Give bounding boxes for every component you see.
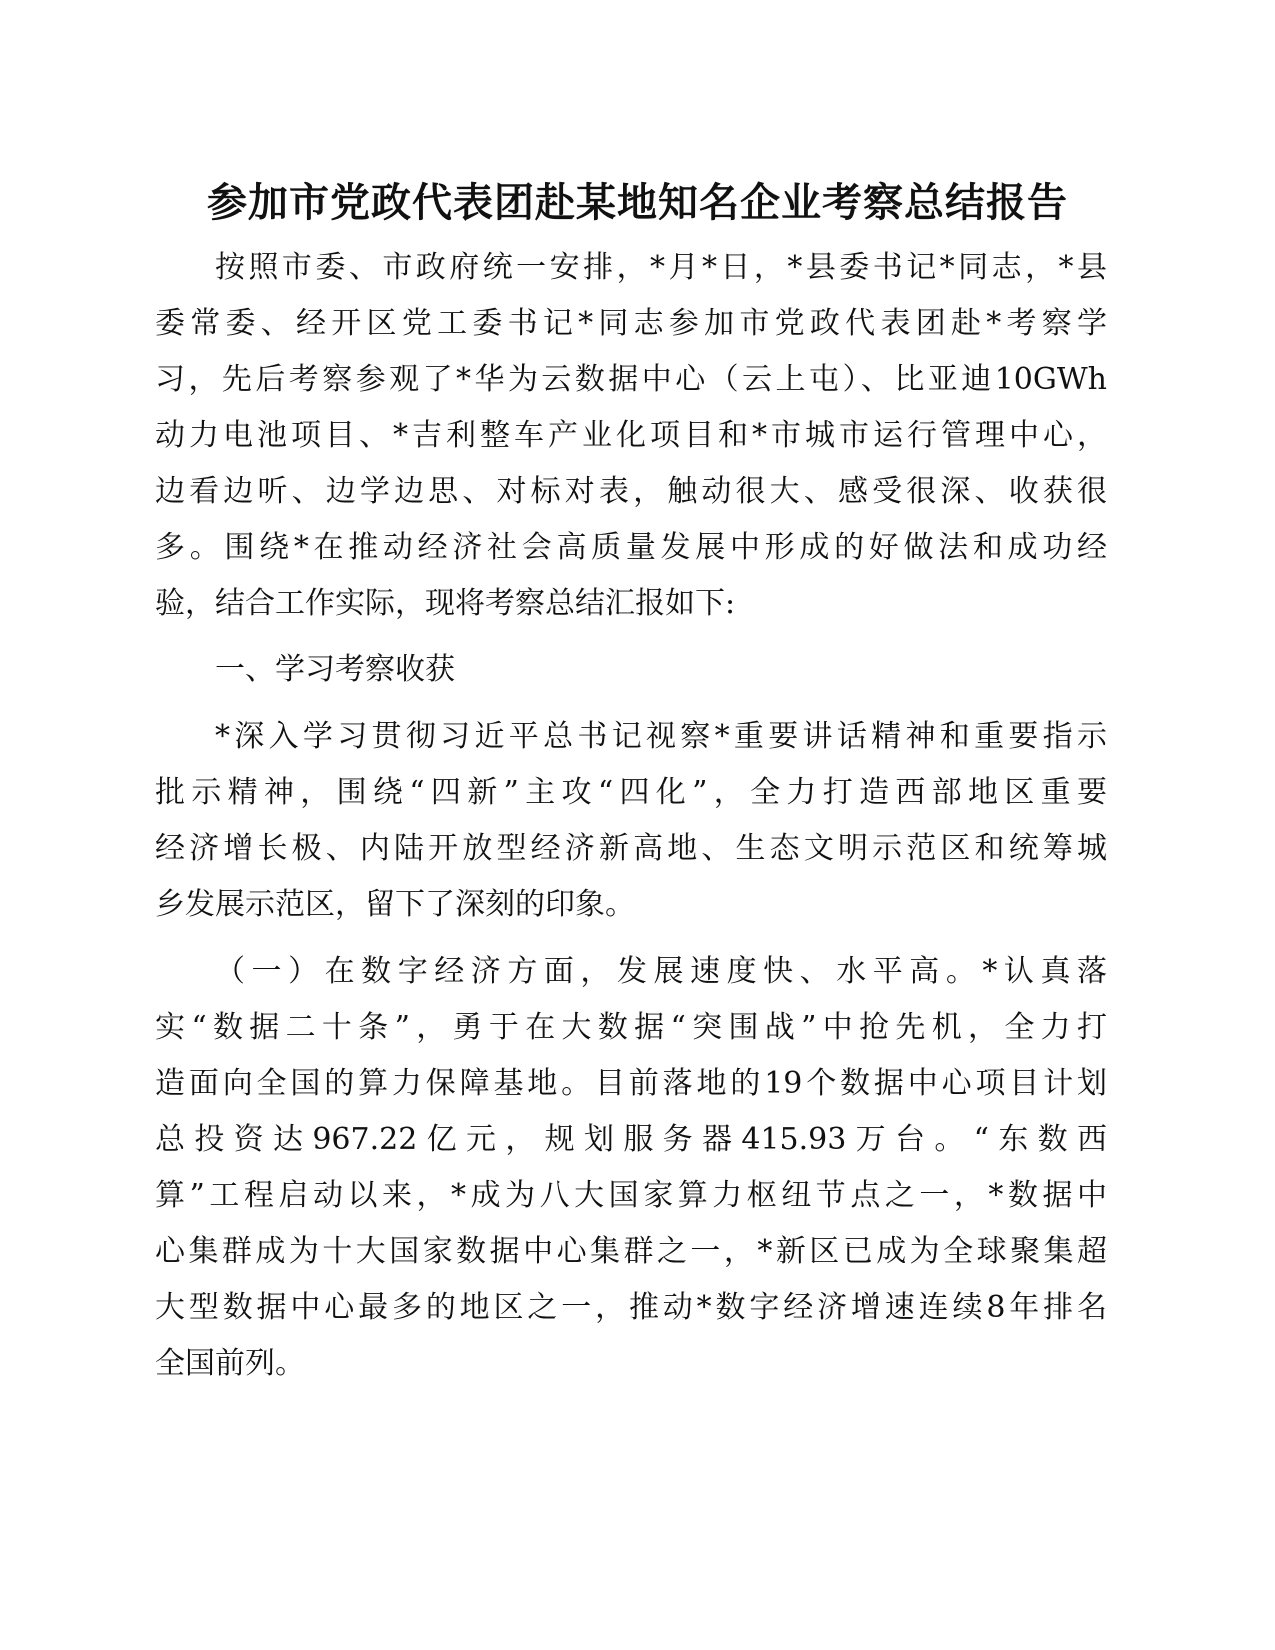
section-heading: 一、学习考察收获 <box>215 652 455 687</box>
paragraph-line: 经济增长极、内陆开放型经济新高地、生态文明示范区和统筹城 <box>155 831 1107 866</box>
paragraph-line: 乡发展示范区，留下了深刻的印象。 <box>155 887 635 922</box>
paragraph-line: 心集群成为十大国家数据中心集群之一，*新区已成为全球聚集超 <box>155 1234 1107 1269</box>
paragraph-line: 批示精神，围绕“四新”主攻“四化”，全力打造西部地区重要 <box>155 775 1107 810</box>
paragraph-line: 总投资达967.22亿元，规划服务器415.93万台。“东数西 <box>155 1122 1107 1157</box>
paragraph-line: 全国前列。 <box>155 1346 305 1381</box>
paragraph-line: 多。围绕*在推动经济社会高质量发展中形成的好做法和成功经 <box>155 530 1107 565</box>
paragraph-line: 按照市委、市政府统一安排，*月*日，*县委书记*同志，*县 <box>215 250 1107 285</box>
paragraph-line: 实“数据二十条”，勇于在大数据“突围战”中抢先机，全力打 <box>155 1010 1107 1045</box>
paragraph-line: 习，先后考察参观了*华为云数据中心（云上屯）、比亚迪10GWh <box>155 362 1107 397</box>
paragraph-line: 委常委、经开区党工委书记*同志参加市党政代表团赴*考察学 <box>155 306 1107 341</box>
paragraph-line: 边看边听、边学边思、对标对表，触动很大、感受很深、收获很 <box>155 474 1107 509</box>
paragraph-line: 造面向全国的算力保障基地。目前落地的19个数据中心项目计划 <box>155 1066 1107 1101</box>
paragraph-line: 验，结合工作实际，现将考察总结汇报如下: <box>155 586 736 621</box>
paragraph-line: *深入学习贯彻习近平总书记视察*重要讲话精神和重要指示 <box>215 719 1107 754</box>
paragraph-line: 算”工程启动以来，*成为八大国家算力枢纽节点之一，*数据中 <box>155 1178 1107 1213</box>
paragraph-line: 大型数据中心最多的地区之一，推动*数字经济增速连续8年排名 <box>155 1290 1107 1325</box>
document-title: 参加市党政代表团赴某地知名企业考察总结报告 <box>207 180 1068 226</box>
paragraph-line: 动力电池项目、*吉利整车产业化项目和*市城市运行管理中心， <box>155 418 1107 453</box>
paragraph-line: （一）在数字经济方面，发展速度快、水平高。*认真落 <box>215 954 1107 989</box>
